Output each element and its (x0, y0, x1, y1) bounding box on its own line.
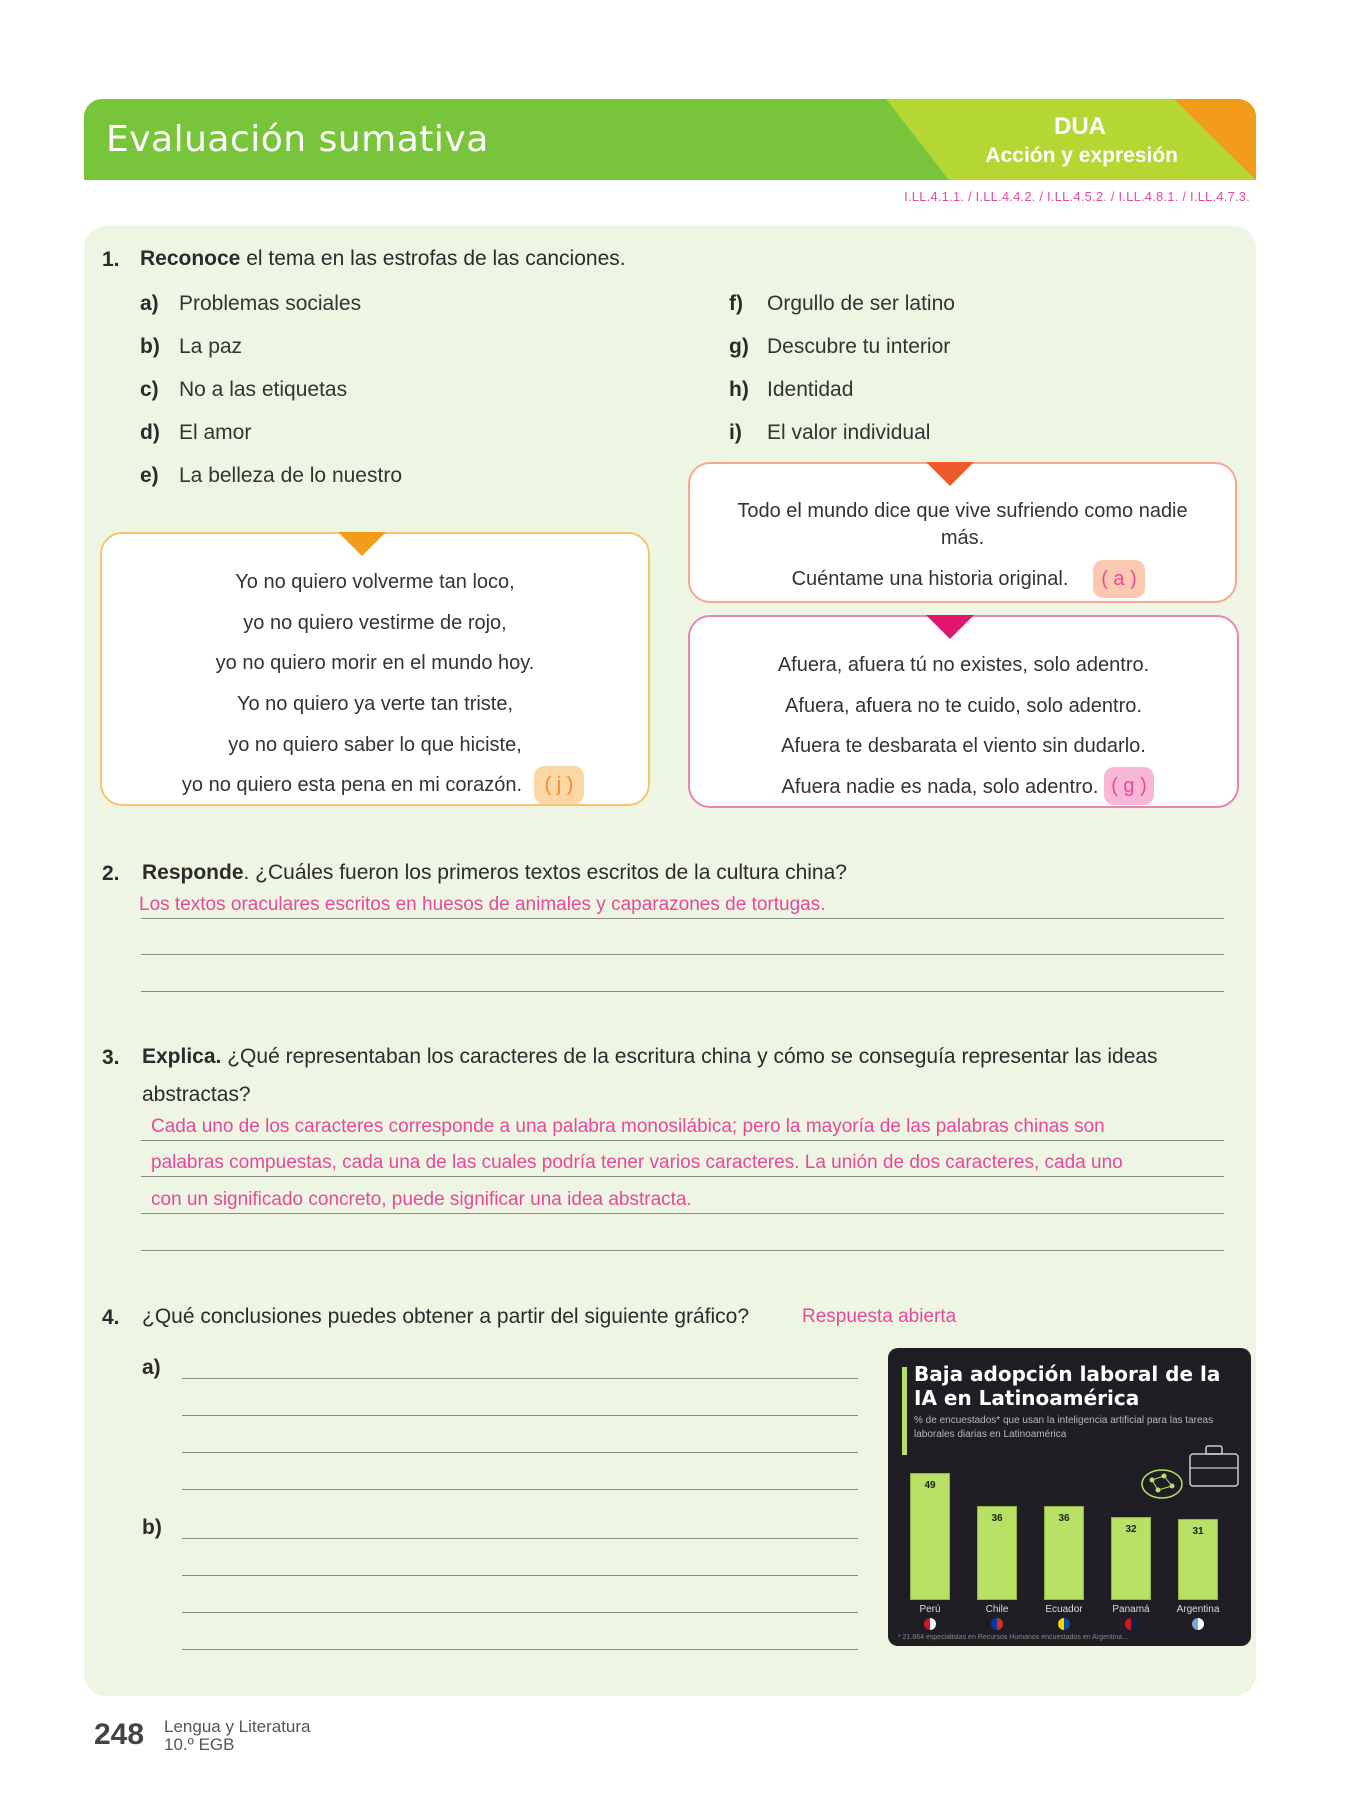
q2-text: . ¿Cuáles fueron los primeros textos escritos de la cultura china? (243, 861, 847, 884)
option-text: Descubre tu interior (767, 335, 951, 358)
q1-text: el tema en las estrofas de las canciones. (240, 247, 626, 270)
q1-prompt (140, 242, 626, 276)
q3-prompt-line1 (142, 1040, 1158, 1074)
q4-prompt: ¿Qué conclusiones puedes obtener a partir del siguiente gráfico? (142, 1305, 750, 1328)
chart-bar (910, 1473, 950, 1600)
option-letter: b) (140, 335, 160, 358)
q3-number: 3. (102, 1046, 120, 1069)
lyric-line: Afuera, afuera tú no existes, solo adentro. (777, 654, 1150, 676)
q4-label-b: b) (142, 1516, 162, 1539)
bar-value-label: 32 (1125, 1523, 1137, 1535)
answer-line[interactable] (141, 918, 1224, 919)
chart-bar (977, 1506, 1017, 1600)
answer-line[interactable] (182, 1489, 858, 1490)
q4-number: 4. (102, 1306, 120, 1329)
answer-badge[interactable]: ( g ) (1104, 767, 1154, 805)
q2-prompt (142, 856, 847, 890)
footer-subject: Lengua y Literatura (164, 1717, 311, 1736)
footer-grade: 10.º EGB (164, 1735, 235, 1754)
song-pointer (926, 615, 974, 639)
answer-line[interactable] (182, 1378, 858, 1379)
q2-verb: Responde (142, 861, 244, 884)
chart-footnote: * 21.864 especialistas en Recursos Humanos encuestados en Argentina... (898, 1634, 1128, 1641)
chart-bar (1044, 1506, 1084, 1600)
lyric-line: Afuera te desbarata el viento sin dudarlo. (781, 735, 1146, 757)
option-text: Problemas sociales (179, 292, 362, 315)
category-label: Panamá (1112, 1604, 1150, 1615)
flag-icon (1192, 1618, 1204, 1630)
q1-number: 1. (102, 248, 120, 271)
answer-line[interactable] (182, 1649, 858, 1650)
bar-value-label: 36 (991, 1513, 1003, 1525)
chart-bar (1178, 1519, 1218, 1600)
briefcase-icon (1178, 1440, 1242, 1494)
category-label: Perú (919, 1604, 941, 1615)
option-letter: e) (140, 464, 159, 487)
header-banner (84, 99, 1256, 180)
flag-icon (1058, 1618, 1070, 1630)
answer-line[interactable] (141, 954, 1224, 955)
lyric-line: más. (940, 527, 985, 549)
chart-title: Baja adopción laboral de la IA en Latinoamérica (914, 1362, 1221, 1410)
option-text: La paz (179, 335, 243, 358)
q4-answer[interactable]: Respuesta abierta (802, 1306, 957, 1327)
dua-subtitle: Acción y expresión (985, 144, 1178, 167)
answer-line[interactable] (182, 1575, 858, 1576)
q3-text: ¿Qué representaban los caracteres de la escritura china y cómo se conseguía representar las ideas (221, 1045, 1158, 1068)
dua-title: DUA (1054, 113, 1106, 140)
lyric-line: yo no quiero saber lo que hiciste, (228, 734, 522, 756)
footer-subject-block (164, 1718, 311, 1754)
answer-line[interactable] (182, 1452, 858, 1453)
answer-line[interactable] (141, 1213, 1224, 1214)
chart-subtitle: % de encuestados* que usan la inteligencia artificial para las tareas laborales diarias en Latinoamérica (914, 1415, 1214, 1440)
option-text: El amor (179, 421, 252, 444)
option-letter: d) (140, 421, 160, 444)
q4-label-a: a) (142, 1356, 161, 1379)
answer-badge[interactable]: ( j ) (534, 766, 584, 804)
lyric-line: Todo el mundo dice que vive sufriendo como nadie (737, 500, 1188, 522)
answer-line[interactable] (182, 1612, 858, 1613)
category-label: Chile (985, 1604, 1009, 1615)
answer-line[interactable] (141, 991, 1224, 992)
lyric-line: yo no quiero esta pena en mi corazón. (181, 774, 523, 796)
song-box-top-right (688, 462, 1237, 603)
q3-verb: Explica. (142, 1045, 222, 1068)
indicator-codes: I.LL.4.1.1. / I.LL.4.4.2. / I.LL.4.5.2. / I.LL.4.8.1. / I.LL.4.7.3. (904, 189, 1250, 204)
option-text: No a las etiquetas (179, 378, 348, 401)
option-text: Orgullo de ser latino (767, 292, 955, 315)
page-number: 248 (94, 1718, 145, 1751)
q3-answer-line[interactable]: con un significado concreto, puede significar una idea abstracta. (151, 1189, 692, 1210)
song-box-left (100, 532, 650, 806)
option-letter: h) (729, 378, 749, 401)
answer-line[interactable] (182, 1415, 858, 1416)
option-letter: i) (729, 421, 742, 444)
song-pointer (926, 462, 974, 486)
chart-bar (1111, 1517, 1151, 1600)
bar-value-label: 36 (1058, 1513, 1070, 1525)
q3-prompt-line2: abstractas? (142, 1083, 251, 1106)
category-label: Argentina (1176, 1604, 1220, 1615)
lyric-line: yo no quiero morir en el mundo hoy. (215, 652, 535, 674)
q2-number: 2. (102, 862, 120, 885)
q2-answer[interactable]: Los textos oraculares escritos en huesos de animales y caparazones de tortugas. (139, 894, 826, 915)
option-letter: c) (140, 378, 159, 401)
option-text: El valor individual (767, 421, 931, 444)
lyric-line: Yo no quiero ya verte tan triste, (236, 693, 514, 715)
lyric-line: Cuéntame una historia original. (791, 568, 1069, 590)
option-text: Identidad (767, 378, 854, 401)
lyric-line: Afuera, afuera no te cuido, solo adentro. (785, 695, 1142, 717)
answer-line[interactable] (141, 1176, 1224, 1177)
song-box-bottom-right (688, 615, 1239, 808)
option-text: La belleza de lo nuestro (179, 464, 402, 487)
q3-answer-line[interactable]: palabras compuestas, cada una de las cuales podría tener varios caracteres. La unión de dos caracteres, cada uno (151, 1152, 1123, 1173)
lyric-line: Yo no quiero volverme tan loco, (235, 571, 515, 593)
answer-badge[interactable]: ( a ) (1093, 560, 1145, 598)
flag-icon (991, 1618, 1003, 1630)
song-pointer (338, 532, 386, 556)
chart-accent-bar (902, 1367, 907, 1455)
option-letter: f) (729, 292, 743, 315)
bar-value-label: 49 (924, 1479, 936, 1491)
category-label: Ecuador (1045, 1604, 1083, 1615)
bar-value-label: 31 (1192, 1526, 1204, 1538)
ai-adoption-chart (888, 1348, 1251, 1646)
lyric-line: yo no quiero vestirme de rojo, (243, 612, 507, 634)
lyric-line: Afuera nadie es nada, solo adentro. (781, 776, 1099, 798)
answer-line[interactable] (141, 1140, 1224, 1141)
option-letter: a) (140, 292, 159, 315)
answer-line[interactable] (141, 1250, 1224, 1251)
option-letter: g) (729, 335, 749, 358)
flag-icon (924, 1618, 936, 1630)
q1-verb: Reconoce (140, 247, 241, 270)
brain-network-icon (1138, 1466, 1186, 1502)
flag-icon (1125, 1618, 1137, 1630)
page-title: Evaluación sumativa (106, 119, 489, 160)
answer-line[interactable] (182, 1538, 858, 1539)
q3-answer-line[interactable]: Cada uno de los caracteres corresponde a una palabra monosilábica; pero la mayoría de las palabras chinas son (151, 1116, 1105, 1137)
